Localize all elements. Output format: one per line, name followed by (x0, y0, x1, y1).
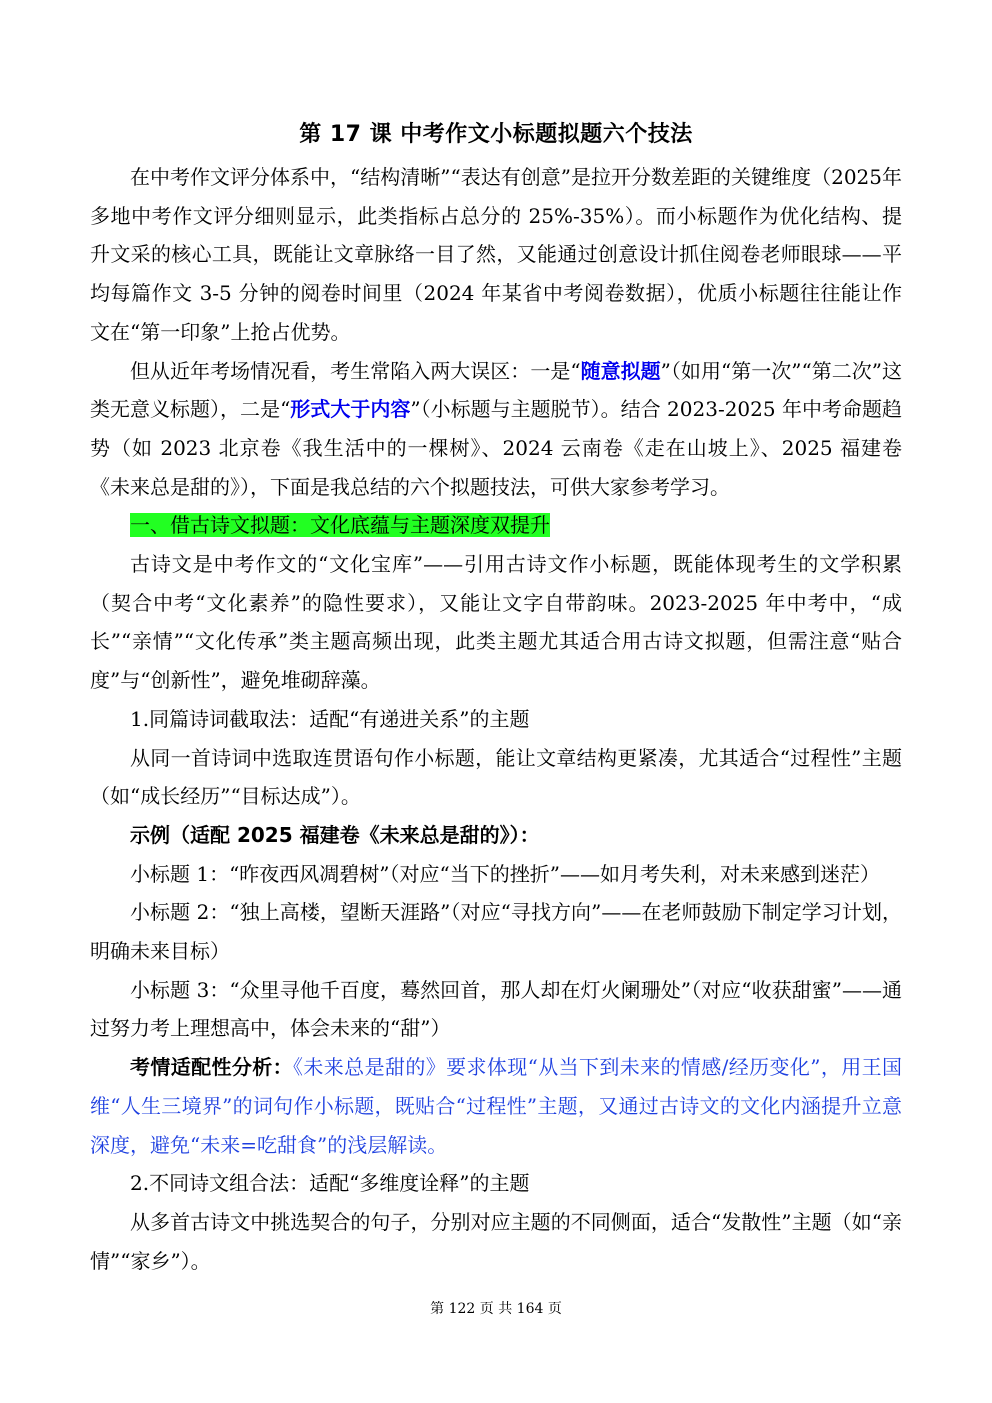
emphasis-form-over-content: 形式大于内容 (290, 397, 411, 422)
analysis-paragraph (90, 1048, 902, 1164)
intro-p2-text-b: ”（如用“第一次”“第二次”这类无意义标题），二是“ (90, 358, 903, 422)
example-title: 示例（适配 2025 福建卷《未来总是甜的》）： (130, 822, 540, 847)
section-1-body: 古诗文是中考作文的“文化宝库”——引用古诗文作小标题，既能体现考生的文学积累（契合中考“文化素养”的隐性要求），又能让文字自带韵味。2023-2025 年中考中，“成长”“亲情”“文化传承”类主题高频出现，此类主题尤其适合用古诗文拟题，但需注意“贴合度”与“创新性”，避免堆砌辞藻。 (90, 552, 902, 693)
analysis-text: 《未来总是甜的》要求体现“从当下到未来的情感/经历变化”，用王国维“人生三境界”的词句作小标题，既贴合“过程性”主题，又通过古诗文的文化内涵提升立意深度，避免“未来=吃甜食”的浅层解读。 (90, 1055, 903, 1157)
intro-p2-text-c: ”（小标题与主题脱节）。结合 2023-2025 年中考命题趋势（如 2023 北京卷《我生活中的一棵树》、2024 云南卷《走在山坡上》、2025 福建卷《未来总是甜的》），下面是我总结的六个拟题技法，可供大家参考学习。 (90, 397, 903, 499)
intro-paragraph-2 (90, 352, 902, 507)
emphasis-random-titling: 随意拟题 (580, 358, 661, 383)
method-1-body: 从同一首诗词中选取连贯语句作小标题，能让文章结构更紧凑，尤其适合“过程性”主题（如“成长经历”“目标达成”）。 (90, 745, 902, 809)
method-1-title: 1.同篇诗词截取法：适配“有递进关系”的主题 (130, 706, 530, 731)
intro-paragraph-1: 在中考作文评分体系中，“结构清晰”“表达有创意”是拉开分数差距的关键维度（2025年多地中考作文评分细则显示，此类指标占总分的 25%-35%）。而小标题作为优化结构、提升文采的核心工具，既能让文章脉络一目了然，又能通过创意设计抓住阅卷老师眼球——平均每篇作文 3-5 分钟的阅卷时间里（2024 年某省中考阅卷数据），优质小标题往往能让作文在“第一印象”上抢占优势。 (90, 165, 902, 344)
method-2-body: 从多首古诗文中挑选契合的句子，分别对应主题的不同侧面，适合“发散性”主题（如“亲情”“家乡”）。 (90, 1209, 902, 1273)
analysis-label: 考情适配性分析： (130, 1055, 294, 1080)
subtitle-example-2: 小标题 2：“独上高楼，望断天涯路”（对应“寻找方向”——在老师鼓励下制定学习计划，明确未来目标） (90, 900, 902, 964)
subtitle-example-1: 小标题 1：“昨夜西风凋碧树”（对应“当下的挫折”——如月考失利，对未来感到迷茫） (130, 861, 880, 886)
page-number-footer: 第 122 页 共 164 页 (430, 1301, 562, 1317)
intro-p2-text-a: 但从近年考场情况看，考生常陷入两大误区：一是“ (130, 358, 581, 383)
method-2-title: 2.不同诗文组合法：适配“多维度诠释”的主题 (130, 1171, 530, 1196)
section-1-heading-text: 一、借古诗文拟题：文化底蕴与主题深度双提升 (130, 513, 550, 538)
section-1-heading (90, 506, 902, 545)
document-page (90, 116, 902, 1280)
page-title: 第 17 课 中考作文小标题拟题六个技法 (299, 122, 693, 147)
subtitle-example-3: 小标题 3：“众里寻他千百度，蓦然回首，那人却在灯火阑珊处”（对应“收获甜蜜”——通过努力考上理想高中，体会未来的“甜”） (90, 977, 902, 1041)
